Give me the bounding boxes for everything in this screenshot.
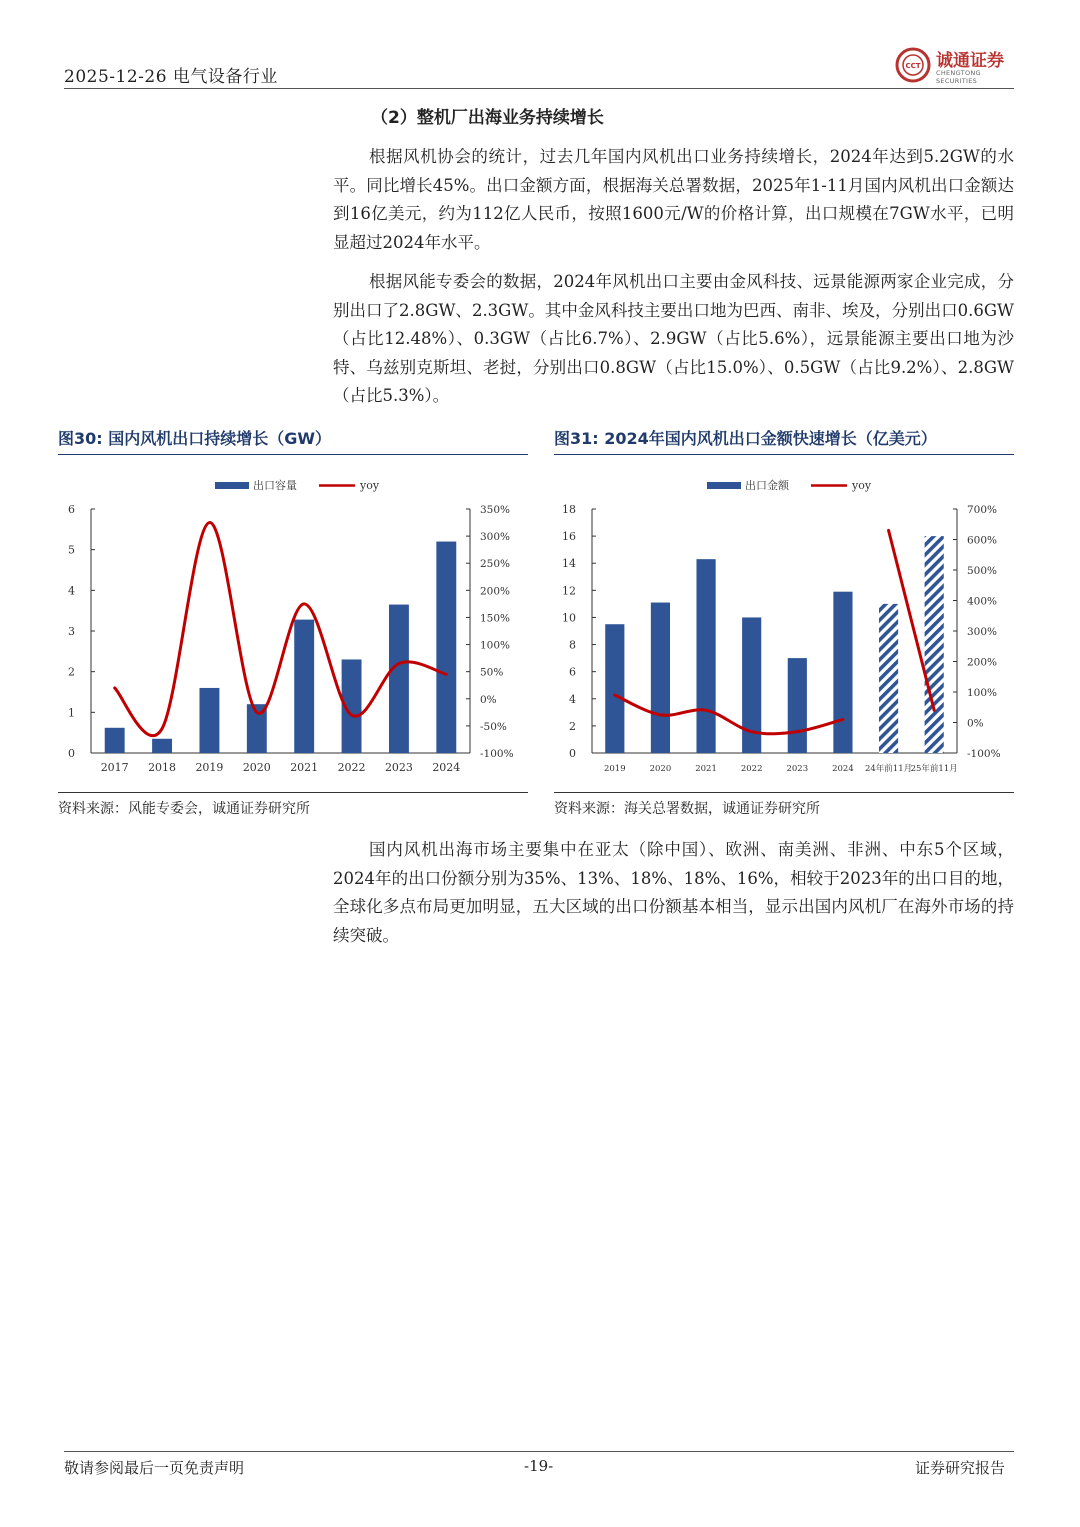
right-tick-label: 0% (480, 693, 497, 706)
logo-subtitle: CHENGTONG SECURITIES (936, 69, 981, 85)
right-tick-label: 100% (480, 639, 511, 652)
bar-2021 (696, 559, 715, 753)
right-tick-label: 700% (967, 504, 998, 516)
right-tick-label: 150% (480, 612, 511, 625)
right-tick-label: -100% (967, 748, 1001, 760)
footer-report-type: 证券研究报告 (915, 1459, 1006, 1477)
logo-mark-text: CCT (905, 62, 921, 70)
left-tick-label: 2 (68, 665, 75, 679)
figure-31-chart (554, 468, 1014, 783)
x-tick-label: 2017 (100, 761, 129, 774)
header-divider (64, 88, 1014, 89)
right-tick-label: 400% (967, 595, 998, 608)
figure-30-source-rule (58, 792, 528, 793)
brand-logo (894, 44, 1024, 84)
figure-31-title-rule (554, 454, 1014, 455)
left-tick-label: 16 (562, 530, 576, 544)
paragraph-1: 根据风机协会的统计，过去几年国内风机出口业务持续增长，2024年达到5.2GW的水平。同比增长45%。出口金额方面，根据海关总署数据，2025年1-11月国内风机出口金额达到16亿美元，约为112亿人民币，按照1600元/W的价格计算，出口规模在7GW水平，已明显超过2024年水平。 (333, 147, 1014, 252)
x-tick-label: 2020 (649, 764, 672, 774)
x-tick-label: 2023 (786, 764, 809, 774)
left-tick-label: 8 (569, 638, 576, 652)
left-tick-label: 12 (562, 584, 576, 598)
left-tick-label: 1 (68, 706, 75, 720)
x-tick-label: 2021 (695, 764, 717, 774)
right-tick-label: 200% (480, 585, 511, 598)
x-tick-label: 2022 (337, 761, 366, 774)
bar-25年前11月 (925, 536, 944, 753)
right-tick-label: 350% (480, 504, 511, 516)
logo-name: 诚通证券 (936, 51, 1004, 71)
x-tick-label: 25年前11月 (910, 764, 958, 774)
right-tick-label: -100% (480, 748, 514, 760)
figure-31-source-rule (554, 792, 1014, 793)
left-tick-label: 0 (68, 747, 75, 760)
bar-2024 (833, 592, 852, 753)
footer-page-number: -19- (524, 1457, 554, 1475)
header-date-industry: 2025-12-26 电气设备行业 (64, 67, 278, 87)
bar-2018 (152, 739, 172, 753)
bar-2017 (105, 728, 125, 753)
x-tick-label: 2023 (384, 761, 413, 774)
left-tick-label: 2 (569, 719, 576, 733)
x-tick-label: 24年前11月 (864, 764, 913, 774)
bar-2023 (788, 658, 807, 753)
x-tick-label: 2020 (242, 761, 271, 774)
left-tick-label: 14 (562, 557, 576, 571)
figure-30-source: 资料来源：风能专委会，诚通证券研究所 (58, 801, 310, 817)
figure-30-chart (58, 468, 528, 783)
right-tick-label: 50% (480, 666, 504, 679)
legend-bar-swatch (215, 482, 249, 489)
bar-2021 (294, 620, 314, 753)
chart-legend (707, 478, 872, 492)
figure-31-source: 资料来源：海关总署数据，诚通证券研究所 (554, 801, 820, 817)
right-tick-label: -50% (480, 720, 507, 733)
paragraph-3: 国内风机出海市场主要集中在亚太（除中国）、欧洲、南美洲、非洲、中东5个区域，2024年的出口份额分别为35%、13%、18%、18%、16%，相较于2023年的出口目的地，全球化多点布局更加明显，五大区域的出口份额基本相当，显示出国内风机厂在海外市场的持续突破。 (333, 840, 1014, 945)
right-tick-label: 500% (967, 565, 998, 577)
chart-legend (215, 478, 380, 492)
x-tick-label: 2024 (832, 764, 854, 774)
left-tick-label: 5 (68, 543, 75, 557)
left-tick-label: 18 (562, 503, 576, 516)
right-tick-label: 100% (967, 687, 998, 699)
bar-2019 (199, 688, 219, 753)
bar-2020 (651, 603, 670, 753)
paragraph-2: 根据风能专委会的数据，2024年风机出口主要由金风科技、远景能源两家企业完成，分别出口了2.8GW、2.3GW。其中金风科技主要出口地为巴西、南非、埃及，分别出口0.6GW（占比12.48%）、0.3GW（占比6.7%）、2.9GW（占比5.6%），远景能源主要出口地为沙特、乌兹别克斯坦、老挝，分别出口0.8GW（占比15.0%）、0.5GW（占比9.2%）、2.8GW（占比5.3%）。 (333, 272, 1014, 405)
bar-2019 (605, 624, 624, 753)
right-tick-label: 200% (967, 656, 998, 669)
right-tick-label: 0% (967, 717, 984, 730)
figure-30-title-rule (58, 454, 528, 455)
right-tick-label: 300% (967, 626, 998, 638)
section-title: （2）整机厂出海业务持续增长 (371, 108, 604, 128)
x-tick-label: 2018 (148, 761, 177, 774)
bar-2023 (389, 605, 409, 753)
right-tick-label: 250% (480, 558, 511, 571)
x-tick-label: 2022 (740, 764, 763, 774)
left-tick-label: 4 (68, 584, 75, 598)
x-tick-label: 2024 (432, 761, 461, 774)
x-tick-label: 2021 (290, 761, 319, 774)
right-tick-label: 300% (480, 531, 511, 544)
left-tick-label: 0 (569, 747, 576, 760)
yoy-line (615, 695, 843, 734)
left-tick-label: 6 (569, 665, 576, 679)
left-tick-label: 6 (68, 503, 75, 516)
x-tick-label: 2019 (195, 761, 224, 774)
figure-30-title: 图30: 国内风机出口持续增长（GW） (58, 429, 332, 448)
left-tick-label: 4 (569, 692, 576, 706)
bar-2024 (436, 542, 456, 753)
x-tick-label: 2019 (603, 764, 626, 774)
right-tick-label: 600% (967, 534, 998, 547)
logo-mark-icon (894, 46, 932, 84)
left-tick-label: 3 (68, 625, 75, 638)
legend-bar-swatch (707, 482, 741, 489)
footer-divider (64, 1451, 1014, 1452)
legend-bar-label: 出口容量 (253, 479, 297, 492)
left-tick-label: 10 (562, 611, 576, 625)
legend-bar-label: 出口金额 (745, 479, 789, 492)
figure-31-title: 图31: 2024年国内风机出口金额快速增长（亿美元） (554, 429, 937, 448)
legend-line-label: yoy (360, 479, 380, 492)
bar-24年前11月 (879, 604, 898, 753)
footer-disclaimer: 敬请参阅最后一页免责声明 (64, 1459, 245, 1477)
legend-line-label: yoy (852, 479, 872, 492)
